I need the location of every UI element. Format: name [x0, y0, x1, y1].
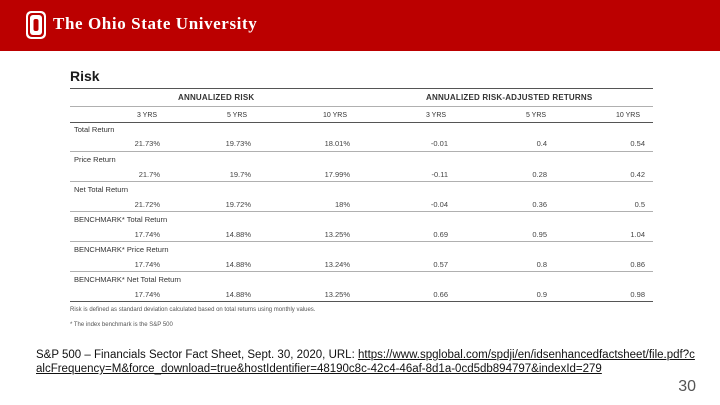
table-cell: 0.28 — [532, 170, 547, 179]
table-cell: 14.88% — [225, 290, 251, 299]
source-url-link[interactable]: https://www.spglobal.com/spdji/en/idsenhancedfactsheet/file.pdf?calcFrequency=M&force_download=true&hostIdentifier=48190c8c-42c4-46af-8d1a-0cd5db894797&indexId=279 — [36, 349, 695, 375]
header-divider — [70, 106, 653, 107]
table-cell: 19.73% — [225, 139, 251, 148]
row-divider — [70, 271, 653, 272]
table-cell: 21.72% — [134, 200, 160, 209]
row-divider — [70, 151, 653, 152]
table-cell: 13.24% — [324, 260, 350, 269]
university-banner — [0, 0, 720, 51]
table-cell: 21.7% — [138, 170, 160, 179]
table-cell: 18.01% — [324, 139, 350, 148]
period-header: 10 YRS — [323, 112, 347, 119]
table-cell: 17.99% — [324, 170, 350, 179]
table-cell: 0.42 — [630, 170, 645, 179]
table-bottom-rule — [70, 301, 653, 302]
table-cell: 13.25% — [324, 290, 350, 299]
table-cell: -0.01 — [430, 139, 448, 148]
row-label: BENCHMARK* Total Return — [74, 215, 168, 224]
benchmark-footnote: * The index benchmark is the S&P 500 — [70, 322, 173, 328]
period-header: 5 YRS — [525, 112, 547, 119]
row-divider — [70, 211, 653, 212]
row-label: BENCHMARK* Price Return — [74, 245, 169, 254]
table-cell: 0.54 — [630, 139, 645, 148]
row-label: BENCHMARK* Net Total Return — [74, 275, 181, 284]
section-title: Risk — [70, 68, 100, 84]
source-prefix: S&P 500 – Financials Sector Fact Sheet, Sept. 30, 2020, URL: — [36, 349, 358, 361]
table-cell: 14.88% — [225, 230, 251, 239]
risk-definition-footnote: Risk is defined as standard deviation calculated based on total returns using monthly values. — [70, 307, 316, 313]
row-label: Price Return — [74, 155, 116, 164]
period-header: 5 YRS — [226, 112, 248, 119]
table-cell: -0.04 — [430, 200, 448, 209]
subheader-divider — [70, 122, 653, 123]
table-cell: 13.25% — [324, 230, 350, 239]
period-header: 3 YRS — [136, 112, 158, 119]
row-divider — [70, 241, 653, 242]
table-cell: 0.5 — [634, 200, 645, 209]
table-cell: 21.73% — [134, 139, 160, 148]
table-cell: 0.69 — [433, 230, 448, 239]
table-cell: 17.74% — [134, 260, 160, 269]
row-divider — [70, 181, 653, 182]
table-cell: 0.98 — [630, 290, 645, 299]
table-cell: 0.86 — [630, 260, 645, 269]
row-label: Net Total Return — [74, 185, 129, 194]
university-name: The Ohio State University — [53, 14, 258, 33]
table-cell: 0.9 — [536, 290, 547, 299]
table-cell: 0.36 — [532, 200, 547, 209]
source-citation — [36, 348, 696, 376]
table-cell: 18% — [334, 200, 350, 209]
group-header-annualized-risk: ANNUALIZED RISK — [178, 93, 255, 102]
group-header-risk-adjusted-returns: ANNUALIZED RISK-ADJUSTED RETURNS — [426, 93, 593, 102]
table-cell: 1.04 — [630, 230, 645, 239]
block-o-logo-icon — [26, 11, 46, 39]
table-cell: 0.4 — [536, 139, 547, 148]
table-cell: -0.11 — [431, 170, 448, 179]
row-label: Total Return — [74, 125, 115, 134]
table-cell: 0.57 — [433, 260, 448, 269]
table-top-rule — [70, 88, 653, 89]
table-cell: 19.72% — [225, 200, 251, 209]
table-cell: 0.66 — [433, 290, 448, 299]
page-number: 30 — [678, 378, 696, 395]
table-cell: 0.95 — [532, 230, 547, 239]
table-cell: 17.74% — [134, 290, 160, 299]
period-header: 10 YRS — [616, 112, 640, 119]
period-header: 3 YRS — [425, 112, 447, 119]
table-cell: 19.7% — [229, 170, 251, 179]
table-cell: 0.8 — [536, 260, 547, 269]
table-cell: 14.88% — [225, 260, 251, 269]
table-cell: 17.74% — [134, 230, 160, 239]
